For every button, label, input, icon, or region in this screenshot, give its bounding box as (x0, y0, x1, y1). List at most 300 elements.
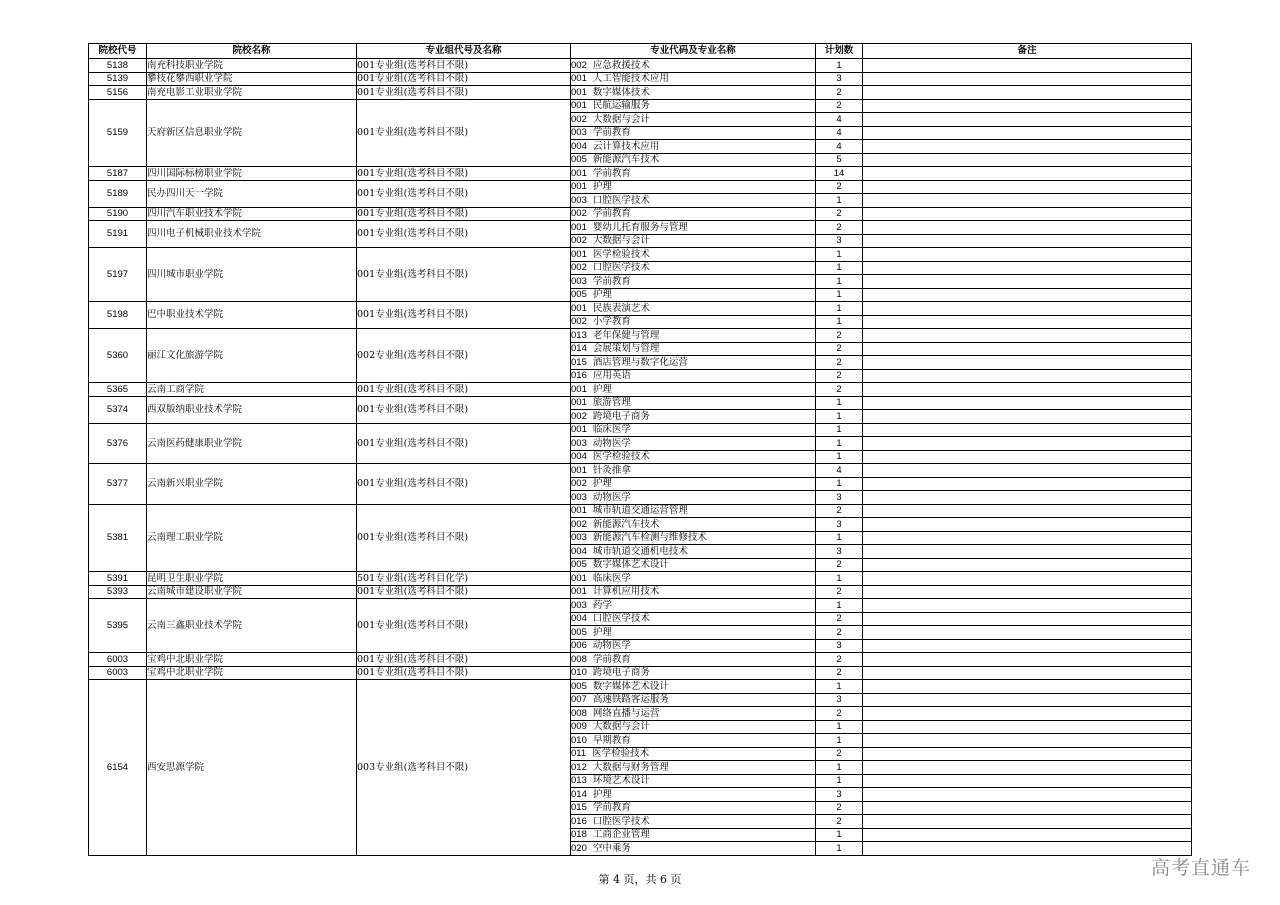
major-cell (571, 194, 816, 208)
table-row (89, 423, 1192, 437)
school-code-cell: 6003 (89, 666, 147, 680)
major-cell (571, 464, 816, 478)
plan-count-cell: 1 (816, 842, 863, 856)
note-cell (863, 518, 1192, 532)
plan-count-cell: 3 (816, 693, 863, 707)
note-cell (863, 680, 1192, 694)
plan-count-cell: 3 (816, 234, 863, 248)
note-cell (863, 167, 1192, 181)
major-code: 004 (571, 140, 587, 152)
major-cell (571, 612, 816, 626)
major-cell (571, 396, 816, 410)
major-code: 001 (571, 86, 587, 98)
school-code-cell: 5374 (89, 396, 147, 423)
major-name: 临床医学 (592, 424, 631, 435)
plan-count-cell: 1 (816, 450, 863, 464)
plan-count-cell: 3 (816, 72, 863, 86)
major-cell (571, 140, 816, 154)
plan-count-cell: 14 (816, 167, 863, 181)
major-name: 护理 (592, 181, 612, 192)
plan-count-cell: 5 (816, 153, 863, 167)
enrollment-plan-table (88, 43, 1192, 856)
plan-count-cell: 1 (816, 599, 863, 613)
note-cell (863, 248, 1192, 262)
watermark: 高考直通车 (1150, 857, 1251, 879)
note-cell (863, 585, 1192, 599)
note-cell (863, 180, 1192, 194)
major-code: 002 (571, 113, 587, 125)
major-cell (571, 167, 816, 181)
major-code: 003 (571, 491, 587, 503)
school-name-cell: 四川电子机械职业技术学院 (147, 221, 357, 248)
major-code: 003 (571, 127, 587, 138)
note-cell (863, 329, 1192, 343)
table-row (89, 464, 1192, 478)
plan-count-cell: 4 (816, 464, 863, 478)
school-code-cell: 5159 (89, 99, 147, 167)
major-code: 001 (571, 100, 587, 111)
major-cell (571, 261, 816, 275)
major-cell (571, 666, 816, 680)
school-code-cell: 6003 (89, 653, 147, 667)
note-cell (863, 828, 1192, 842)
school-code-cell: 5376 (89, 423, 147, 464)
plan-count-cell: 1 (816, 194, 863, 208)
major-name: 护理 (592, 626, 612, 638)
major-cell (571, 761, 816, 775)
plan-count-cell: 3 (816, 545, 863, 559)
note-cell (863, 423, 1192, 437)
table-row (89, 680, 1192, 694)
table-row (89, 207, 1192, 221)
major-cell (571, 207, 816, 221)
major-code: 008 (571, 707, 587, 719)
major-name: 旅游管理 (592, 397, 631, 408)
note-cell (863, 450, 1192, 464)
major-cell (571, 774, 816, 788)
school-name-cell: 云南三鑫职业技术学院 (147, 599, 357, 653)
major-code: 005 (571, 626, 587, 638)
note-cell (863, 477, 1192, 491)
major-code: 013 (571, 775, 587, 786)
major-code: 005 (571, 680, 587, 692)
major-name: 人工智能技术应用 (592, 73, 669, 84)
major-code: 014 (571, 788, 587, 800)
note-cell (863, 801, 1192, 815)
major-cell (571, 275, 816, 289)
plan-count-cell: 2 (816, 558, 863, 572)
major-cell (571, 747, 816, 761)
table-header-row (89, 44, 1192, 59)
table-row (89, 99, 1192, 113)
plan-count-cell: 2 (816, 504, 863, 518)
plan-count-cell: 4 (816, 140, 863, 154)
major-name: 医学检验技术 (592, 451, 650, 462)
group-cell: 001专业组(选考科目不限) (357, 207, 571, 221)
plan-count-cell: 2 (816, 356, 863, 370)
major-code: 001 (571, 586, 587, 597)
plan-count-cell: 1 (816, 275, 863, 289)
group-cell: 001专业组(选考科目不限) (357, 504, 571, 572)
plan-count-cell: 1 (816, 680, 863, 694)
note-cell (863, 140, 1192, 154)
school-code-cell: 5198 (89, 302, 147, 329)
note-cell (863, 153, 1192, 167)
major-code: 010 (571, 734, 587, 746)
plan-count-cell: 1 (816, 261, 863, 275)
major-name: 动物医学 (592, 640, 631, 651)
major-cell (571, 801, 816, 815)
major-code: 001 (571, 424, 587, 435)
major-cell (571, 626, 816, 640)
plan-count-cell: 2 (816, 666, 863, 680)
major-name: 大数据与会计 (592, 113, 650, 125)
major-cell (571, 437, 816, 451)
plan-count-cell: 2 (816, 707, 863, 721)
major-name: 口腔医学技术 (592, 194, 650, 206)
major-name: 城市轨道交通运营管理 (592, 505, 688, 516)
school-code-cell: 5156 (89, 86, 147, 100)
major-name: 学前教育 (592, 208, 631, 219)
plan-count-cell: 1 (816, 531, 863, 545)
plan-count-cell: 2 (816, 329, 863, 343)
plan-count-cell: 1 (816, 396, 863, 410)
plan-count-cell: 2 (816, 747, 863, 761)
major-name: 应用英语 (592, 370, 631, 381)
major-name: 民航运输服务 (592, 100, 650, 111)
school-name-cell: 天府新区信息职业学院 (147, 99, 357, 167)
header-school-code: 院校代号 (89, 44, 147, 59)
table-row (89, 572, 1192, 586)
major-code: 005 (571, 289, 587, 300)
major-code: 018 (571, 829, 587, 840)
major-name: 云计算技术应用 (592, 140, 660, 152)
plan-count-cell: 4 (816, 126, 863, 140)
major-name: 药学 (592, 599, 612, 611)
school-code-cell: 5377 (89, 464, 147, 505)
major-cell (571, 572, 816, 586)
table-row (89, 248, 1192, 262)
plan-count-cell: 3 (816, 491, 863, 505)
table-row (89, 666, 1192, 680)
major-code: 001 (571, 302, 587, 314)
major-cell (571, 423, 816, 437)
table-row (89, 599, 1192, 613)
major-cell (571, 356, 816, 370)
school-code-cell: 5381 (89, 504, 147, 572)
note-cell (863, 72, 1192, 86)
major-name: 大数据与会计 (592, 721, 650, 732)
plan-count-cell: 2 (816, 801, 863, 815)
school-name-cell: 宝鸡中北职业学院 (147, 666, 357, 680)
major-cell (571, 329, 816, 343)
note-cell (863, 261, 1192, 275)
school-code-cell: 5393 (89, 585, 147, 599)
major-cell (571, 788, 816, 802)
major-cell (571, 59, 816, 73)
major-name: 学前教育 (592, 653, 631, 665)
major-name: 早期教育 (592, 734, 631, 746)
major-cell (571, 545, 816, 559)
group-cell: 001专业组(选考科目不限) (357, 302, 571, 329)
group-cell: 003专业组(选考科目不限) (357, 680, 571, 856)
plan-count-cell: 2 (816, 180, 863, 194)
plan-count-cell: 1 (816, 572, 863, 586)
major-name: 护理 (592, 383, 612, 395)
plan-count-cell: 1 (816, 437, 863, 451)
table-row (89, 302, 1192, 316)
major-name: 工商企业管理 (592, 829, 650, 840)
major-code: 015 (571, 356, 587, 368)
major-name: 学前教育 (592, 802, 631, 813)
major-cell (571, 842, 816, 856)
note-cell (863, 356, 1192, 370)
plan-count-cell: 1 (816, 410, 863, 424)
school-code-cell: 5360 (89, 329, 147, 383)
major-name: 老年保健与管理 (592, 329, 660, 341)
note-cell (863, 99, 1192, 113)
plan-count-cell: 1 (816, 248, 863, 262)
note-cell (863, 734, 1192, 748)
plan-count-cell: 2 (816, 99, 863, 113)
plan-count-cell: 1 (816, 423, 863, 437)
major-name: 学前教育 (592, 275, 631, 287)
table-row (89, 221, 1192, 235)
group-cell: 002专业组(选考科目不限) (357, 329, 571, 383)
major-code: 001 (571, 383, 587, 395)
major-cell (571, 450, 816, 464)
major-name: 动物医学 (592, 491, 631, 503)
group-cell: 001专业组(选考科目不限) (357, 59, 571, 73)
major-code: 001 (571, 181, 587, 192)
major-code: 001 (571, 221, 587, 233)
major-code: 003 (571, 437, 587, 449)
note-cell (863, 599, 1192, 613)
major-cell (571, 558, 816, 572)
major-code: 001 (571, 73, 587, 84)
major-name: 学前教育 (592, 167, 631, 179)
table-row (89, 329, 1192, 343)
major-name: 医学检验技术 (592, 248, 650, 260)
plan-count-cell: 2 (816, 612, 863, 626)
major-cell (571, 518, 816, 532)
plan-count-cell: 4 (816, 113, 863, 127)
school-name-cell: 云南城市建设职业学院 (147, 585, 357, 599)
plan-count-cell: 1 (816, 288, 863, 302)
major-cell (571, 531, 816, 545)
plan-count-cell: 3 (816, 788, 863, 802)
major-code: 016 (571, 815, 587, 827)
note-cell (863, 396, 1192, 410)
major-code: 003 (571, 194, 587, 206)
group-cell: 001专业组(选考科目不限) (357, 666, 571, 680)
school-code-cell: 5395 (89, 599, 147, 653)
plan-count-cell: 2 (816, 815, 863, 829)
plan-count-cell: 3 (816, 518, 863, 532)
table-row (89, 653, 1192, 667)
major-cell (571, 234, 816, 248)
table-row (89, 396, 1192, 410)
table-row (89, 383, 1192, 397)
plan-count-cell: 1 (816, 315, 863, 329)
group-cell: 001专业组(选考科目不限) (357, 423, 571, 464)
note-cell (863, 194, 1192, 208)
school-name-cell: 民办四川天一学院 (147, 180, 357, 207)
group-cell: 001专业组(选考科目不限) (357, 167, 571, 181)
group-cell: 001专业组(选考科目不限) (357, 248, 571, 302)
major-code: 004 (571, 545, 587, 557)
note-cell (863, 383, 1192, 397)
major-cell (571, 180, 816, 194)
plan-count-cell: 1 (816, 761, 863, 775)
major-code: 012 (571, 761, 587, 773)
major-name: 网络直播与运营 (592, 707, 660, 719)
note-cell (863, 842, 1192, 856)
plan-count-cell: 1 (816, 734, 863, 748)
group-cell: 001专业组(选考科目不限) (357, 72, 571, 86)
plan-count-cell: 2 (816, 86, 863, 100)
major-name: 酒店管理与数字化运营 (592, 356, 688, 368)
note-cell (863, 639, 1192, 653)
school-code-cell: 5139 (89, 72, 147, 86)
group-cell: 001专业组(选考科目不限) (357, 221, 571, 248)
major-name: 小学教育 (592, 316, 631, 327)
major-code: 003 (571, 275, 587, 287)
major-code: 002 (571, 235, 587, 246)
major-name: 数字媒体艺术设计 (592, 559, 669, 570)
major-name: 空中乘务 (592, 842, 631, 854)
plan-count-cell: 1 (816, 59, 863, 73)
major-code: 013 (571, 329, 587, 341)
school-code-cell: 5189 (89, 180, 147, 207)
header-major: 专业代码及专业名称 (571, 44, 816, 59)
table-row (89, 585, 1192, 599)
major-cell (571, 720, 816, 734)
note-cell (863, 234, 1192, 248)
major-cell (571, 639, 816, 653)
major-cell (571, 383, 816, 397)
plan-count-cell: 1 (816, 774, 863, 788)
major-code: 003 (571, 532, 587, 543)
group-cell: 001专业组(选考科目不限) (357, 464, 571, 505)
major-cell (571, 734, 816, 748)
school-code-cell: 5190 (89, 207, 147, 221)
major-code: 011 (571, 748, 587, 759)
school-name-cell: 西双版纳职业技术学院 (147, 396, 357, 423)
note-cell (863, 531, 1192, 545)
major-cell (571, 693, 816, 707)
group-cell: 001专业组(选考科目不限) (357, 599, 571, 653)
school-code-cell: 5191 (89, 221, 147, 248)
plan-count-cell: 1 (816, 720, 863, 734)
note-cell (863, 747, 1192, 761)
note-cell (863, 126, 1192, 140)
table-row (89, 72, 1192, 86)
major-cell (571, 126, 816, 140)
plan-count-cell: 2 (816, 221, 863, 235)
major-cell (571, 72, 816, 86)
major-name: 动物医学 (592, 437, 631, 449)
note-cell (863, 410, 1192, 424)
major-code: 006 (571, 640, 587, 651)
major-cell (571, 369, 816, 383)
major-name: 应急救援技术 (592, 59, 650, 71)
school-name-cell: 云南新兴职业学院 (147, 464, 357, 505)
school-code-cell: 5365 (89, 383, 147, 397)
group-cell: 001专业组(选考科目不限) (357, 180, 571, 207)
plan-count-cell: 2 (816, 369, 863, 383)
note-cell (863, 612, 1192, 626)
school-code-cell: 5138 (89, 59, 147, 73)
note-cell (863, 464, 1192, 478)
major-name: 护理 (592, 788, 612, 800)
major-name: 跨境电子商务 (592, 410, 650, 422)
group-cell: 001专业组(选考科目不限) (357, 86, 571, 100)
major-code: 002 (571, 478, 587, 489)
school-name-cell: 四川国际标榜职业学院 (147, 167, 357, 181)
major-name: 口腔医学技术 (592, 815, 650, 827)
major-name: 医学检验技术 (592, 748, 650, 759)
group-cell: 001专业组(选考科目不限) (357, 383, 571, 397)
school-name-cell: 宝鸡中北职业学院 (147, 653, 357, 667)
major-code: 001 (571, 464, 587, 476)
major-cell (571, 815, 816, 829)
school-name-cell: 丽江文化旅游学院 (147, 329, 357, 383)
table-row (89, 167, 1192, 181)
major-cell (571, 504, 816, 518)
note-cell (863, 788, 1192, 802)
major-cell (571, 342, 816, 356)
major-cell (571, 86, 816, 100)
school-code-cell: 5187 (89, 167, 147, 181)
school-name-cell: 云南医药健康职业学院 (147, 423, 357, 464)
plan-count-cell: 3 (816, 639, 863, 653)
major-cell (571, 410, 816, 424)
major-name: 口腔医学技术 (592, 613, 650, 624)
note-cell (863, 626, 1192, 640)
major-cell (571, 477, 816, 491)
plan-count-cell: 1 (816, 477, 863, 491)
major-cell (571, 248, 816, 262)
note-cell (863, 369, 1192, 383)
school-name-cell: 四川城市职业学院 (147, 248, 357, 302)
plan-count-cell: 2 (816, 585, 863, 599)
major-name: 针灸推拿 (592, 464, 631, 476)
note-cell (863, 207, 1192, 221)
school-name-cell: 西安思源学院 (147, 680, 357, 856)
major-code: 004 (571, 451, 587, 462)
note-cell (863, 815, 1192, 829)
plan-count-cell: 2 (816, 342, 863, 356)
plan-count-cell: 1 (816, 828, 863, 842)
major-name: 民族表演艺术 (592, 302, 650, 314)
note-cell (863, 86, 1192, 100)
major-cell (571, 585, 816, 599)
major-cell (571, 653, 816, 667)
plan-count-cell: 1 (816, 302, 863, 316)
major-cell (571, 113, 816, 127)
major-name: 大数据与会计 (592, 235, 650, 246)
major-name: 新能源汽车技术 (592, 154, 660, 165)
major-code: 003 (571, 599, 587, 611)
major-cell (571, 221, 816, 235)
major-name: 数字媒体艺术设计 (592, 680, 669, 692)
note-cell (863, 545, 1192, 559)
plan-count-cell: 2 (816, 653, 863, 667)
group-cell: 001专业组(选考科目不限) (357, 585, 571, 599)
note-cell (863, 707, 1192, 721)
major-cell (571, 302, 816, 316)
